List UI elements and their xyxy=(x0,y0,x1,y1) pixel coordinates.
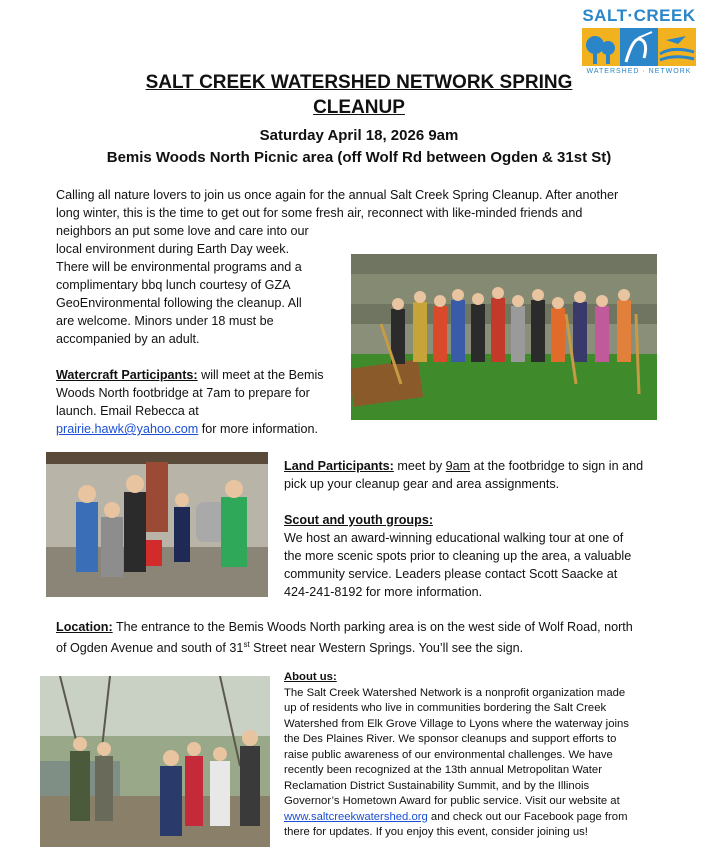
land-text: meet by xyxy=(393,459,446,473)
about-line: recently been recognized at the 13th annual Metropolitan Water xyxy=(284,764,602,776)
intro-line: complimentary bbq lunch courtesy of GZA xyxy=(56,278,291,292)
intro-line: GeoEnvironmental following the cleanup. All xyxy=(56,296,302,310)
intro-line: There will be environmental programs and a xyxy=(56,260,302,274)
intro-line: neighbors an put some love and care into our xyxy=(56,224,309,238)
scout-line: 424-241-8192 for more information. xyxy=(284,585,483,599)
land-label: Land Participants: xyxy=(284,459,394,473)
watercraft-line: Woods North footbridge at 7am to prepare for xyxy=(56,386,310,400)
about-section xyxy=(284,670,694,841)
location-superscript: st xyxy=(243,640,250,649)
about-line: Governor’s Hometown Award for public service. Visit our website at xyxy=(284,795,620,807)
about-line: up of residents who live in communities bordering the Salt Creek xyxy=(284,702,607,714)
about-line xyxy=(284,810,694,826)
canoe-group-photo xyxy=(351,254,657,420)
website-link[interactable]: www.saltcreekwatershed.org xyxy=(284,810,428,823)
watercraft-line xyxy=(56,420,356,438)
scout-line: We host an award-winning educational walking tour at one of xyxy=(284,531,624,545)
about-label: About us: xyxy=(284,671,337,683)
about-text: and check out our Facebook page from xyxy=(427,810,628,823)
watercraft-label: Watercraft Participants: xyxy=(56,368,198,382)
location-text: of Ogden Avenue and south of 31 xyxy=(56,641,244,656)
event-date: Saturday April 18, 2026 9am xyxy=(259,127,459,144)
location-label: Location: xyxy=(56,620,113,634)
page-title xyxy=(100,70,618,120)
event-location: Bemis Woods North Picnic area (off Wolf Rd between Ogden & 31st St) xyxy=(106,149,612,166)
scout-line: community service. Leaders please contact Scott Saacke at xyxy=(284,567,618,581)
about-line: there for updates. If you enjoy this event, consider joining us! xyxy=(284,826,588,838)
scout-label: Scout and youth groups: xyxy=(284,513,434,527)
intro-line: long winter, this is the time to get out for some fresh air, reconnect with like-minded friends and xyxy=(56,206,583,220)
logo-title: SALT·CREEK xyxy=(582,6,696,25)
watercraft-text: will meet at the Bemis xyxy=(197,368,324,382)
watercraft-text: for more information. xyxy=(198,422,318,436)
logo-art-icon xyxy=(582,28,696,66)
about-line: raise public awareness of our environmental challenges. We have xyxy=(284,748,613,761)
land-line xyxy=(284,457,684,475)
location-text: The entrance to the Bemis Woods North parking area is on the west side of Wolf Road, north xyxy=(112,620,633,634)
location-line xyxy=(56,618,676,636)
river-group-photo xyxy=(40,676,270,847)
logo-subtitle: WATERSHED · NETWORK xyxy=(586,68,692,75)
intro-line: Calling all nature lovers to join us once again for the annual Salt Creek Spring Cleanup. After another xyxy=(56,188,619,202)
location-text: Street near Western Springs. You’ll see the sign. xyxy=(249,641,524,656)
land-time: 9am xyxy=(445,459,471,473)
about-line: Reclamation District Sustainability Summit, and by the Illinois xyxy=(284,779,590,792)
scout-line: the more scenic spots prior to cleaning up the area, a valuable xyxy=(284,549,632,563)
location-section xyxy=(56,618,676,657)
location-line xyxy=(56,636,676,657)
land-section xyxy=(284,457,684,493)
land-text: at the footbridge to sign in and xyxy=(470,459,644,473)
salt-creek-logo xyxy=(578,6,700,76)
title-line-2: CLEANUP xyxy=(313,97,405,118)
watercraft-line: launch. Email Rebecca at xyxy=(56,404,199,418)
intro-line: local environment during Earth Day week. xyxy=(56,242,290,256)
land-line: pick up your cleanup gear and area assignments. xyxy=(284,477,560,491)
email-link[interactable]: prairie.hawk@yahoo.com xyxy=(56,422,199,436)
bbq-group-photo xyxy=(46,452,268,597)
watercraft-line xyxy=(56,366,356,384)
about-line: the Des Plaines River. We sponsor cleanups and support efforts to xyxy=(284,733,617,745)
watercraft-section xyxy=(56,366,356,438)
scout-section xyxy=(284,511,684,601)
intro-line: are welcome. Minors under 18 must be xyxy=(56,314,274,328)
intro-line: accompanied by an adult. xyxy=(56,332,200,346)
title-line-1: SALT CREEK WATERSHED NETWORK SPRING xyxy=(145,72,573,93)
about-line: Watershed from Elk Grove Village to Lyons where the waterway joins xyxy=(284,717,629,730)
about-line: The Salt Creek Watershed Network is a nonprofit organization made xyxy=(284,686,626,699)
